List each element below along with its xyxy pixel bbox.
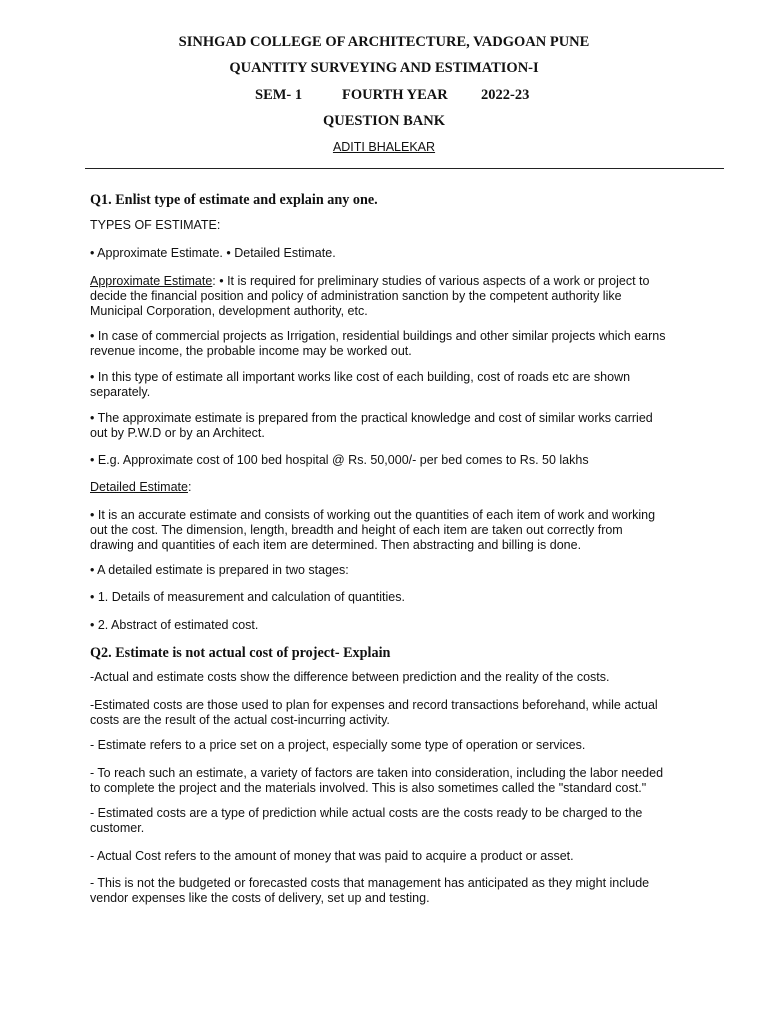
q2-paragraph-7: - This is not the budgeted or forecasted costs that management has anticipated as they might include vendor expenses like the costs of delivery, set up and testing. [90,876,650,905]
college-name: SINHGAD COLLEGE OF ARCHITECTURE, VADGOAN PUNE [178,34,590,50]
approx-paragraph-5: • E.g. Approximate cost of 100 bed hospital @ Rs. 50,000/- per bed comes to Rs. 50 lakhs [90,453,589,467]
detailed-paragraph-3: • 1. Details of measurement and calculation of quantities. [90,590,405,604]
detailed-estimate-heading [90,480,720,495]
q2-paragraph-6: - Actual Cost refers to the amount of money that was paid to acquire a product or asset. [90,849,574,863]
detailed-estimate-label: Detailed Estimate [90,480,188,494]
approx-estimate-label: Approximate Estimate [90,274,213,288]
detailed-paragraph-4: • 2. Abstract of estimated cost. [90,618,259,632]
approx-paragraph-2: • In case of commercial projects as Irrigation, residential buildings and other similar projects which earns revenue income, the probable income may be worked out. [90,329,666,358]
question-1-heading: Q1. Enlist type of estimate and explain any one. [90,192,378,208]
q2-paragraph-3: - Estimate refers to a price set on a project, especially some type of operation or services. [90,738,586,752]
q2-paragraph-4: - To reach such an estimate, a variety of factors are taken into consideration, including the labor needed to complete the project and the materials involved. This is also sometimes called the "standard cost." [90,766,664,795]
session-label: 2022-23 [481,87,530,103]
question-2-heading: Q2. Estimate is not actual cost of project- Explain [90,645,391,661]
detailed-paragraph-1: • It is an accurate estimate and consists of working out the quantities of each item of work and working out the cost. The dimension, length, breadth and height of each item are taken out correctly from drawing and quantities of each item are determined. Then abstracting and billing is done. [90,508,656,552]
detailed-paragraph-2: • A detailed estimate is prepared in two stages: [90,563,349,577]
approx-paragraph-4: • The approximate estimate is prepared from the practical knowledge and cost of similar works carried out by P.W.D or by an Architect. [90,411,653,440]
detailed-estimate-colon: : [187,480,192,494]
types-list: • Approximate Estimate. • Detailed Estimate. [90,246,336,260]
approx-paragraph-1 [90,274,720,318]
semester-label: SEM- 1 [255,87,303,103]
author-name: ADITI BHALEKAR [332,140,436,154]
year-label: FOURTH YEAR [342,87,448,103]
document-type: QUESTION BANK [322,113,446,129]
q2-paragraph-5: - Estimated costs are a type of prediction while actual costs are the costs ready to be charged to the customer. [90,806,643,835]
q2-paragraph-2: -Estimated costs are those used to plan for expenses and record transactions beforehand, while actual costs are the result of the actual cost-incurring activity. [90,698,658,727]
header-divider [85,168,724,169]
q2-paragraph-1: -Actual and estimate costs show the difference between prediction and the reality of the costs. [90,670,610,684]
approx-estimate-text: : • It is required for preliminary studies of various aspects of a work or project to decide the financial position and policy of administration sanction by the competent authority like Municipal Corporation, development authority, etc. [90,274,650,318]
approx-paragraph-3: • In this type of estimate all important works like cost of each building, cost of roads etc are shown separately. [90,370,631,399]
types-title: TYPES OF ESTIMATE: [90,218,221,232]
subject-title: QUANTITY SURVEYING AND ESTIMATION-I [229,60,539,76]
